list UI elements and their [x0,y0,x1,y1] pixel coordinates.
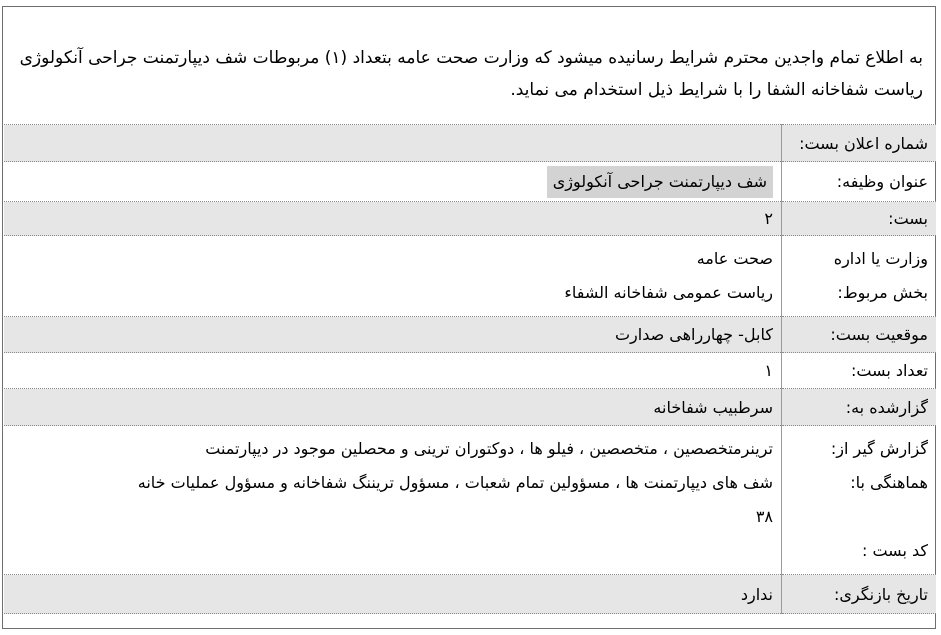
value-announcement-number [4,125,782,162]
label-review-date: تاریخ بازنگری: [782,575,937,614]
label-reports-to: گزارشده به: [782,389,937,426]
value-grade: ۲ [4,202,782,236]
value-ministry: صحت عامه [696,249,773,268]
job-announcement-table [4,124,936,614]
label-reports-from: گزارش گیر از: [830,439,928,458]
label-post-code: کد بست : [861,541,928,560]
value-reports-from: ترینرمتخصصین ، متخصصین ، فیلو ها ، دوکتوران ترینی و محصلین موجود در دیپارتمنت [205,439,773,458]
value-post-code: ۳۸ [755,507,773,526]
label-grade: بست: [782,202,937,236]
row-review-date [4,575,936,614]
label-ministry: وزارت یا اداره [833,249,928,268]
value-coordination: شف های دیپارتمنت ها ، مسؤولین تمام شعبات ، مسؤول تریننگ شفاخانه و مسؤول عملیات خانه [137,473,773,492]
row-job-title [4,162,936,202]
intro-paragraph: به اطلاع تمام واجدین محترم شرایط رسانیده میشود که وزارت صحت عامه بتعداد (۱) مربوطات شف دیپارتمنت جراحی آنکولوژی ریاست شفاخانه الشفا را با شرایط ذیل استخدام می نماید. [19,48,923,100]
label-announcement-number: شماره اعلان بست: [782,125,937,162]
row-announcement-number [4,125,936,162]
row-count [4,353,936,389]
label-department: بخش مربوط: [837,283,928,302]
value-review-date: ندارد [4,575,782,614]
row-ministry-department [4,236,936,317]
row-reports-to [4,389,936,426]
row-location [4,317,936,353]
value-reports-to: سرطبیب شفاخانه [4,389,782,426]
row-reporting-coordination [4,426,936,575]
label-count: تعداد بست: [782,353,937,389]
value-department: ریاست عمومی شفاخانه الشفاء [564,283,773,302]
label-coordination: هماهنگی با: [850,473,928,492]
label-job-title: عنوان وظیفه: [782,162,937,202]
row-grade [4,202,936,236]
value-location: کابل- چهارراهی صدارت [4,317,782,353]
value-count: ۱ [4,353,782,389]
label-location: موقعیت بست: [782,317,937,353]
value-job-title: شف دیپارتمنت جراحی آنکولوژی [547,166,773,198]
